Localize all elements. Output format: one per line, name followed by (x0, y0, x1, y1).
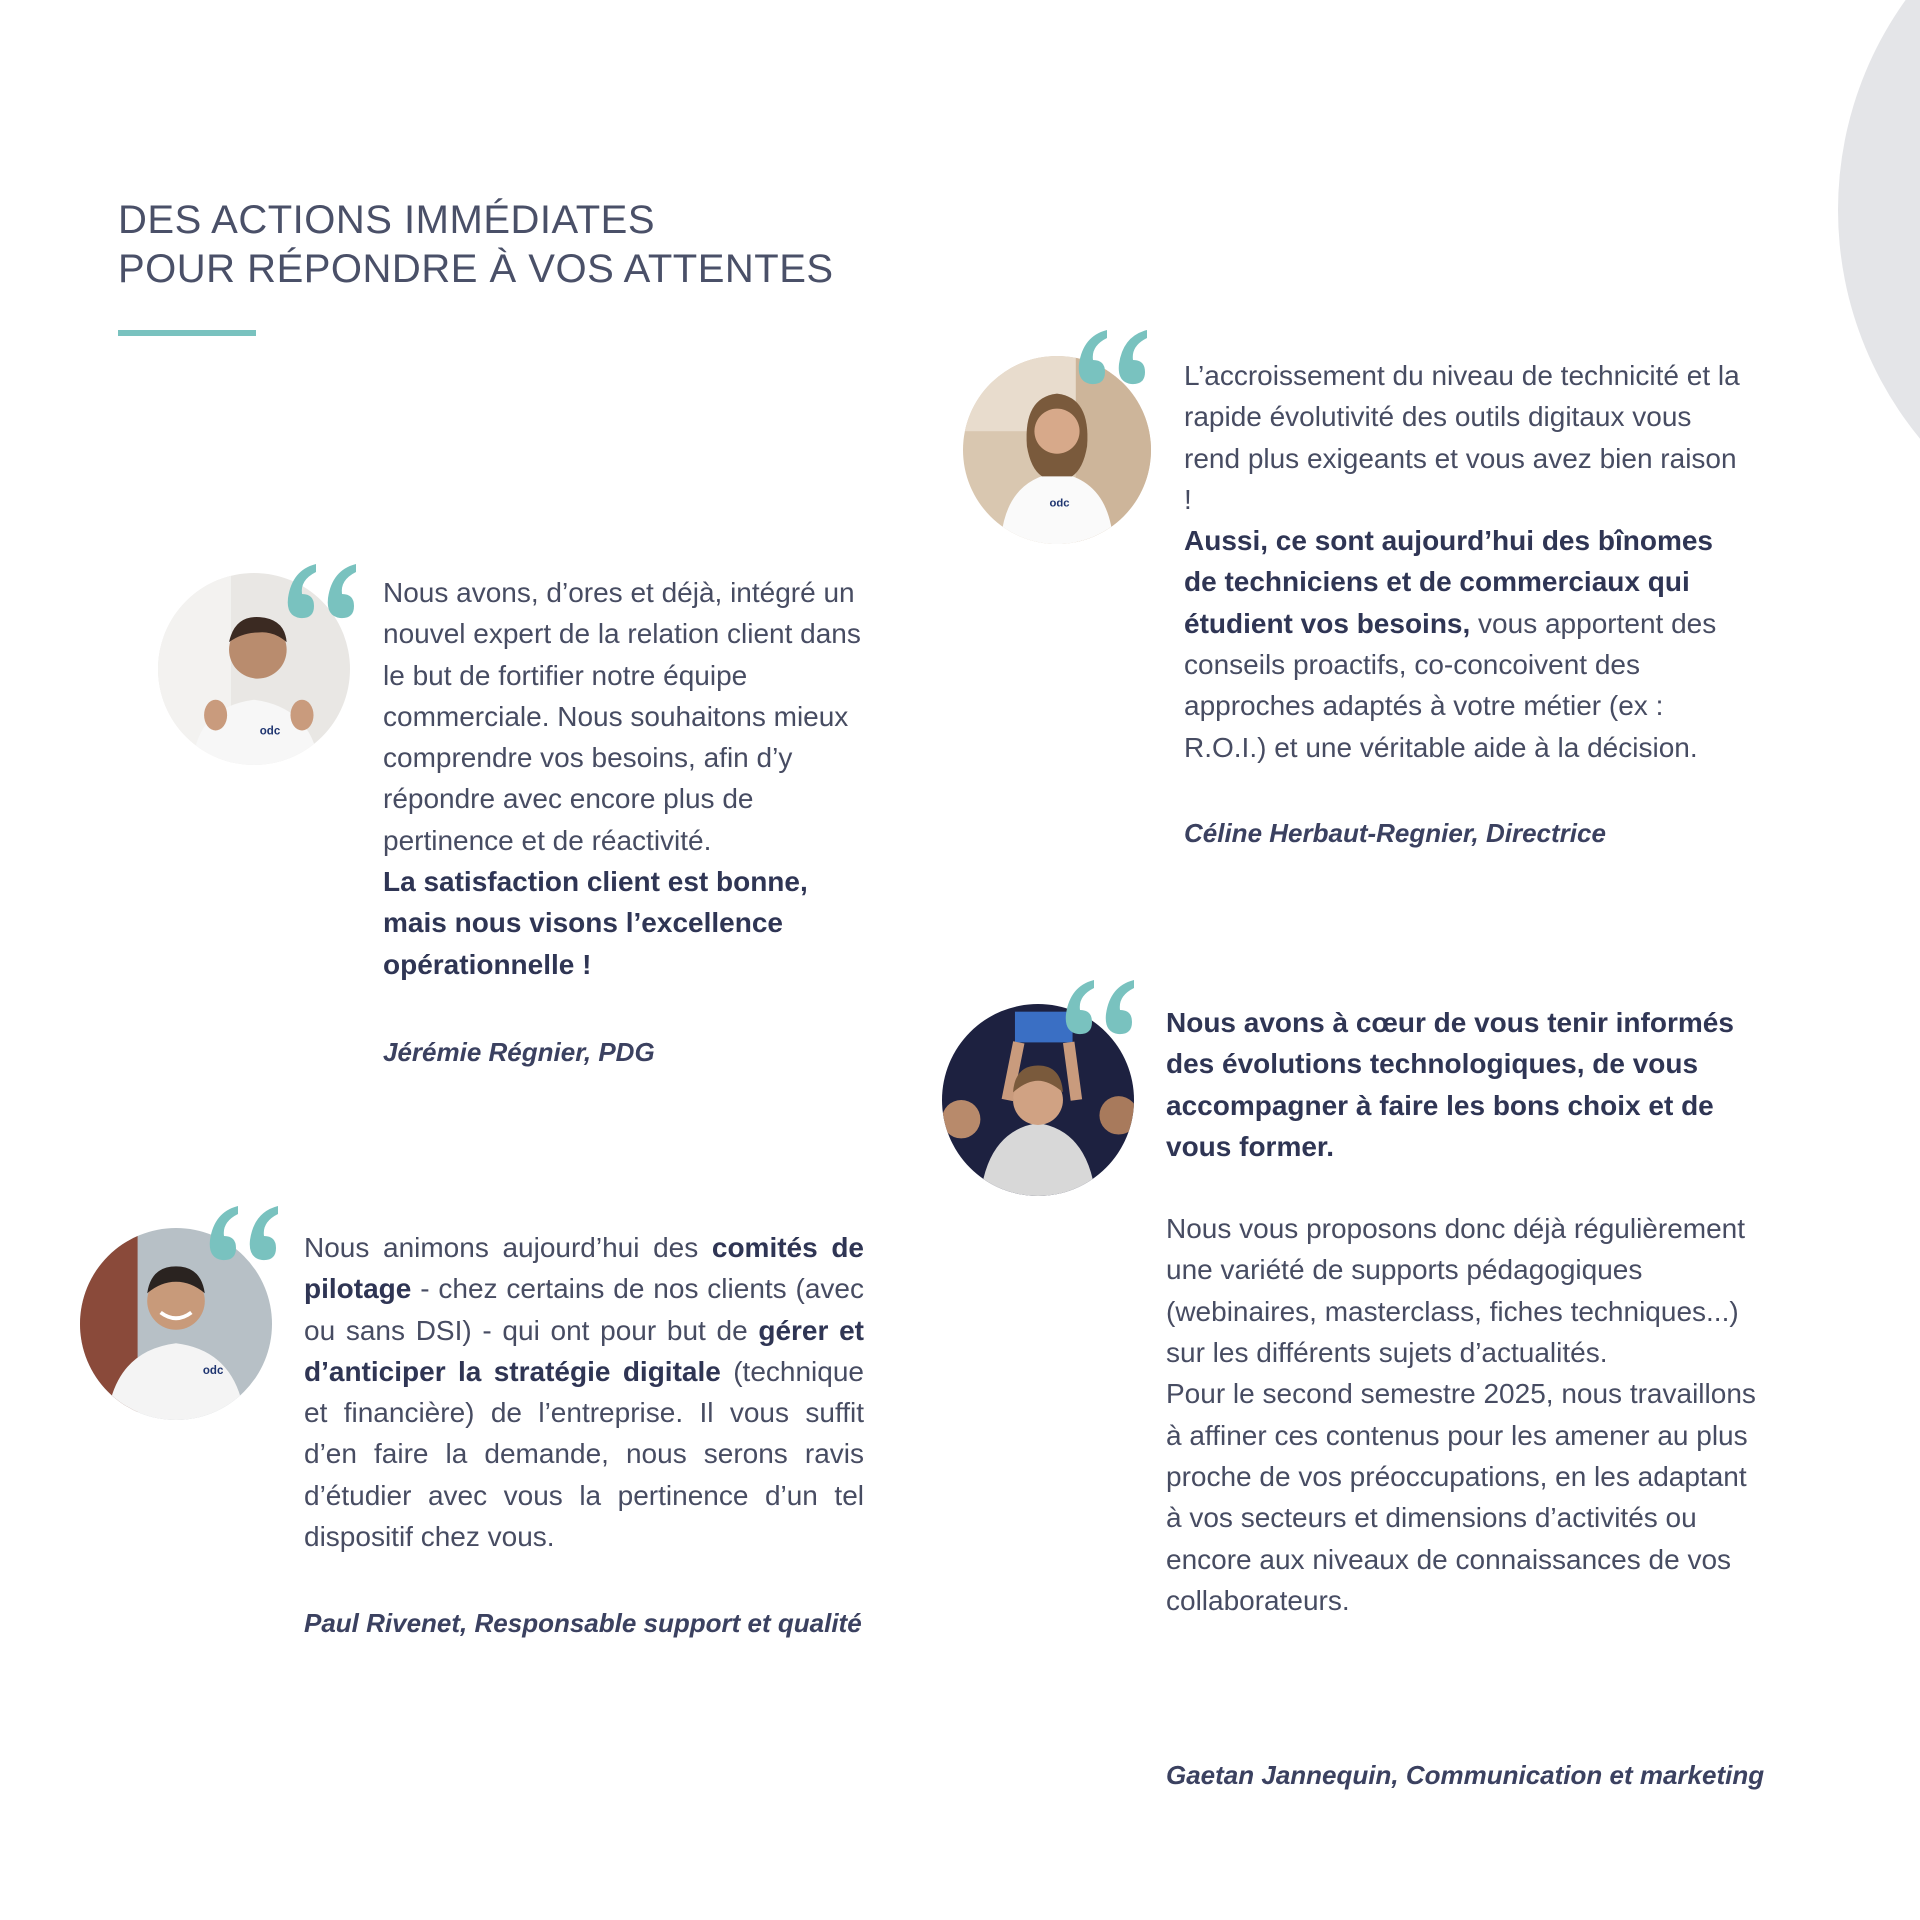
quote-icon (204, 1202, 284, 1266)
testimonial-2-emphasis: Aussi, ce sont aujourd’hui des bînomes de techniciens et de commerciaux qui étudient vos besoins, (1184, 525, 1713, 639)
testimonial-1-signature: Jérémie Régnier, PDG (383, 1037, 655, 1067)
testimonial-3-part3: (technique et financière) de l’entreprise. Il vous suffit d’en faire la demande, nous serons ravis d’étudier avec vous la pertinence d’un tel dispositif chez vous. (304, 1355, 864, 1553)
testimonial-2-text (1184, 355, 1744, 768)
page-title-line1: DES ACTIONS IMMÉDIATES (118, 198, 655, 242)
decorative-circle (1838, 0, 1920, 570)
testimonial-4-body1: Nous vous proposons donc déjà régulièrement une variété de supports pédagogiques (webinaires, masterclass, fiches techniques...) sur les différents sujets d’actualités. (1166, 1213, 1746, 1369)
testimonial-3-bold1: comités de pilotage (304, 1232, 865, 1305)
title-underline (118, 330, 256, 336)
testimonial-3-part1: Nous animons aujourd’hui des (304, 1232, 712, 1263)
testimonial-4-text (1166, 1002, 1756, 1621)
testimonial-2-body-after: vous apportent des conseils proactifs, co-concoivent des approches adaptés à votre métier (ex : R.O.I.) et une véritable aide à la décision. (1184, 607, 1717, 763)
testimonial-4-emphasis: Nous avons à cœur de vous tenir informés des évolutions technologiques, de vous accompagner à faire les bons choix et de vous former. (1166, 1007, 1734, 1162)
testimonial-2-signature: Céline Herbaut-Regnier, Directrice (1184, 818, 1606, 848)
svg-text:odc: odc (259, 725, 281, 738)
svg-text:odc: odc (202, 1364, 224, 1377)
quote-icon (282, 560, 362, 624)
testimonial-3-bold2: gérer et d’anticiper la stratégie digitale (304, 1314, 865, 1387)
page-title (118, 196, 834, 294)
page-title-line2: POUR RÉPONDRE À VOS ATTENTES (118, 247, 834, 291)
testimonial-3-part2: - chez certains de nos clients (avec ou sans DSI) - qui ont pour but de (304, 1273, 864, 1346)
testimonial-4-body2: Pour le second semestre 2025, nous travaillons à affiner ces contenus pour les amener au plus proche de vos préoccupations, en les adaptant à vos secteurs et dimensions d’activités ou encore aux niveaux de connaissances de vos collaborateurs. (1166, 1378, 1756, 1616)
testimonial-4-signature: Gaetan Jannequin, Communication et marketing (1166, 1760, 1765, 1790)
testimonial-3-text (304, 1227, 864, 1557)
testimonial-3-signature: Paul Rivenet, Responsable support et qualité (304, 1608, 862, 1638)
testimonial-1-emphasis: La satisfaction client est bonne, mais nous visons l’excellence opérationnelle ! (383, 866, 808, 980)
quote-icon (1060, 976, 1140, 1040)
svg-text:odc: odc (1049, 497, 1070, 510)
testimonial-1-body: Nous avons, d’ores et déjà, intégré un nouvel expert de la relation client dans le but de fortifier notre équipe commerciale. Nous souhaitons mieux comprendre vos besoins, afin d’y répondre avec encore plus de pertinence et de réactivité. (383, 577, 861, 856)
testimonial-2-body: L’accroissement du niveau de technicité et la rapide évolutivité des outils digitaux vous rend plus exigeants et vous avez bien raison ! (1184, 360, 1740, 515)
testimonial-1-text (383, 572, 873, 985)
quote-icon (1073, 326, 1153, 390)
